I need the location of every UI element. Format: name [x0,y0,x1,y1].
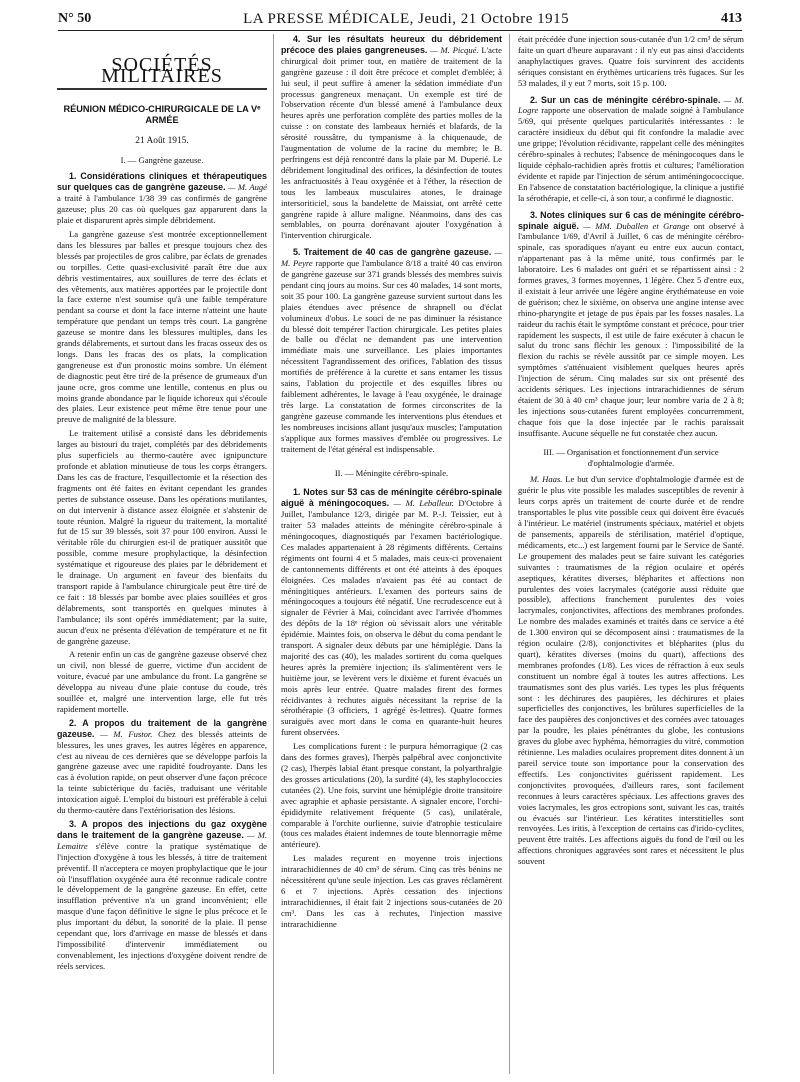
article-author: — MM. Duballen et Grange [583,220,690,231]
article-text: a traité à l'ambulance 1/38 39 cas confirmés de gangrène gazeuse; plus 20 cas où quelques gaz apparurent dans la plaie et disparurent après simple débridement. [57,193,267,226]
page-header [58,8,742,31]
part-heading: III. — Organisation et fonctionnement d'un service d'ophtalmologie d'armée. [543,446,719,468]
article-author: — M. Augé [227,182,267,193]
article-author: M. Haas. [530,474,563,485]
article-paragraph [281,487,502,738]
issue-number: N° 50 [58,11,92,26]
column-3 [518,34,744,1074]
article-text: L'acte chirurgical doit primer tout, en matière de traitement de la gangrène gazeuse : il doit être précoce et complet d'emblée; à lui seul, il peut suffire à amener la sédation immédiate d'un processus gangreneux menaçant. Un exemple est tiré de l'observation récente d'un blessé amené à l'ambulance deux heures après une perforation complète des parties molles de la cuisse : on constate des lambeaux herniés et blafards, de la sérosité roussâtre, du tympanisme à la chiquenaude, de l'augmentation de volume de la racine du membre; le B. perfringens est déjà rencontré dans la plaie par M. Duperié. Le débridement longitudinal des orifices, la désinfection de toutes les anfractuosités à l'eau oxygénée et à l'éther, la résection de tous les lambeaux musculaires atones, le drainage intersoriticiel, sous la bandelette de Maissiat, ont arrêté cette gangrène rapide à allure maligne. Néanmoins, dans des cas semblables, on pourra dorénavant ajouter l'oxygénation à l'intervention chirurgicale. [281,44,502,241]
article-text: rapporte une observation de malade soigné à l'ambulance 5/69, qui présente quelques particularités intéressantes : le caractère insidieux du début qui fit confondre la maladie avec une grippe; l'évolution récidivante, rappelant celle des méningites cérébro-spinales à rechutes; l'absence de méningocoques dans le liquide céphalo-rachidien après frottis et cultures; l'amélioration évidente et rapide par l'injection de sérum antiméningococcique. En l'absence de constatation bactériologique, la clinique a justifié la sérothérapie, et celle-ci, à son tour, a confirmé le diagnostic. [518,105,744,203]
article-author: — M. Picqué. [430,44,479,55]
article-paragraph: Les malades reçurent en moyenne trois injections intrarachidiennes de 40 cm³ de sérum. Cinq cas très bénins ne nécessitèrent qu'une seule injection. Les cas graves réclamèrent 6 et 7 injections. Après cessation des injections intrarachidiennes, il était fait 2 injections sous-cutanées de 20 cm³. Dans les cas à rechutes, l'injection massive intrarachidienne [281,853,502,929]
article-paragraph [57,718,267,816]
journal-title: LA PRESSE MÉDICALE, Jeudi, 21 Octobre 1915 [243,10,570,27]
article-text: rapporte que l'ambulance 8/18 a traité 40 cas environ de gangrène gazeuse sur 371 grands blessés des membres suivis pendant cinq jours au moins. Sur ces 40 malades, 14 sont morts, soit 35 pour 100. La gangrène gazeuse survient surtout dans les plaies étendues avec présence de shrapnell ou d'éclat volumineux d'obus. Le souci de ne pas diminuer la résistance du blessé doit tempérer l'action chirurgicale. Les petites plaies de balle ou d'éclat ne demandent pas une intervention immédiate mais une surveillance. Les plaies importantes nécessitent l'agrandissement des orifices, l'ablation des tissus mortifiés de préférence à la curette et sans entamer les tissus sains, l'ablation du projectile et des esquilles libres ou faiblement adhérentes, le lavage à l'eau oxygénée, le drainage très large. La constatation de formes circonscrites de la gangrène gazeuse commande les interventions plus étendues et les nombreuses incisions allant jusqu'aux muscles; l'amputation s'applique aux formes massives d'emblée ou progressives. Le traitement de l'état général est indispensable. [281,258,502,454]
article-text: ont observé à l'ambulance 1/69, d'Avril à Juillet, 6 cas de méningite cérébro-spinale, cas sporadiques n'ayant eu entre eux aucun contact, n'appartenant pas à la même unité, tous confirmés par le laboratoire. Les 6 malades ont guéri et se répartissent ainsi : 2 formes graves, 3 formes moyennes, 1 légère. Chez 5 d'entre eux, il existait à leur arrivée une légère angine érythémateuse en voie de guérison; chez le sixième, on observa une angine intense avec rhino-pharyngite et jetage de pus épais par les fosses nasales. La raideur du rachis était le symptôme constant et précoce, pour trier rapidement les suspects, il est utile de faire exécuter à chacun le salut du tronc sans fléchir les genoux : l'impossibilité de la flexion du rachis se révèle aussitôt par ce simple moyen. Les symptômes s'atténuaient visiblement quelques heures après l'injection de sérum. Cinq malades sur six ont présenté des accidents sériques. Les injections intrarachidiennes de sérum étaient de 30 à 40 cm³ chaque jour; leur nombre varia de 2 à 8; les injections sous-cutanées furent employées concurremment, chaque fois que la dose injectée par le rachis paraissait insuffisante. Aucune séquelle ne fut constatée chez aucun. [518,220,744,438]
article-paragraph: Le traitement utilisé a consisté dans les débridements larges au bistouri du trajet, complétés par des débridements plus superficiels au thermo-cautère avec ignipuncture profonde et ablation minutieuse de tous les corps étrangers. Dans les cas de fracture, l'esquillectomie et la résection des fragments ont été faites en évitant cependant les grandes pertes de substance osseuse. Dans les opérations mutilantes, on dut intervenir à distance assez éloignée et s'abstenir de toute réunion. Malgré la rigueur du traitement, la mortalité fut de 15 sur 39 blessés, soit 37 pour 100 environ. Aussi le véritable rôle du chirurgien est-il de pratiquer aussitôt que possible, comme mesure prophylactique, la désinfection systématique et rigoureuse des plaies par le débridement et le drainage. Un argument en faveur des bienfaits du transport rapide à l'ambulance chirurgicale peut être tiré de ce fait : 18 blessés par bombe avec plaies souillées et gros délabrements, sont transportés en quelques minutes à l'ambulance; ils sont opérés immédiatement; par la suite, aucun d'eux ne présenta d'élévation de température et ne fit de gangrène gazeuse. [57,428,267,646]
article-paragraph [281,247,502,454]
article-text: s'élève contre la pratique systématique de l'injection d'oxygène à tous les blessés, à titre de traitement préventif. Il n'acceptera ce moyen prophylactique que le jour où l'insufflation oxygénée aura été reconnue radicale contre le développement de la gangrène gazeuse. En effet, cette insufflation préventive n'a un grand inconvénient; elle masque d'une façon définitive le signe le plus précoce et le plus important du début, la sonorité de la plaie. Il pense cependant que, lors d'arrivage en masse de blessés et dans l'impossibilité d'intervenir immédiatement ou convenablement, les injections d'oxygène doivent rendre de réels services. [57,840,267,971]
article-paragraph [57,819,267,972]
column-2 [281,34,502,1074]
article-text: Le but d'un service d'ophtalmologie d'armée est de guérir le plus vite possible les malades susceptibles de revenir à leurs corps après un traitement de courte durée et de rendre transportables le plus vite possible ceux qui doivent être évacués à l'intérieur. Le matériel (instruments spéciaux, matériel et objets de pansements, appareils de stérilisation, matériel d'optique, médicaments, etc...) est largement fourni par le Service de Santé. Le groupement des malades peut se faire suivant les catégories suivantes : traumatismes de la région oculaire et opérés aseptiques, kératites diverses, blépharites et affections non purulentes des voies lacrymales (catégorie aussi réduite que possible), affections franchement purulentes des voies lacrymales, conjonctivites, affections des membranes profondes. Le nombre des malades examinés et traités dans ce service a été de 1.300 environ qui se décomposent ainsi : traumatismes de la région oculaire (2/8), conjonctivites et blépharites (plus du quart), kératites diverses (moins du quart), affections des membranes profondes (1/8). Les vices de réfraction à eux seuls constituent un nombre égal à toutes les autres affections. Les traumatismes sont des plus variés. Les types les plus fréquents sont : les déchirures des paupières, les déchirures et plaies superficielles des conjonctives, les brûlures superficielles de la face des paupières des conjonctives et des cornées avec tatouages par la poudre, les plaies pénétrantes du globe, les contusions graves du globe avec hyphéma, hémorragies du vitré, commotion rétinienne. Les maladies oculaires proprement dites donnent à un pareil service toute son importance pour la conservation des effectifs. Les conjonctivites guérissent rapidement. Les conjonctivites provoquées, d'ailleurs rares, sont facilement reconnues à leurs caractères spéciaux. Les affections graves des voies lacrymales, les gros ectropions sont, suivant les cas, traités ou évacués sur l'intérieur. Les kératites interstitielles sont renvoyées. Les iritis, à l'exception de certains cas d'irido-cyclites, peuvent être traités. Les affections aiguës du fond de l'œil ou les affections chroniques aggravées sont rares et nécessitent le plus souvent [518,474,744,867]
article-paragraph [281,34,502,241]
article-paragraph: Les complications furent : le purpura hémorragique (2 cas dans des formes graves), l'herpès palpébral avec conjonctivite (2 cas), l'herpès labial étant presque constant, la polyarthralgie des grosses articulations (20), la surdité (4), les staphylococcies cutanées (2). Une fois, survint une hémiplégie droite transitoire avec agraphie et aphasie persistante. A signaler encore, l'orchi-épididymite relativement fréquente (5 cas), unilatérale, comparable à l'orchite ourlienne, suivie d'atrophie testiculaire (tous ces malades étaient indemnes de toute blennorragie même antérieure). [281,741,502,850]
part-heading: I. — Gangrène gazeuse. [120,154,204,165]
article-author: — M. Leballeur. [393,498,454,509]
section-title: SOCIÉTÉS MILITAIRES [57,60,267,90]
article-author: — M. Fustor. [100,728,153,739]
article-title: 2. Sur un cas de méningite cérébro-spinale. [530,94,721,105]
meeting-title: RÉUNION MÉDICO-CHIRURGICALE DE LA Vᵉ ARMÉE [63,103,261,125]
page-number: 413 [721,11,742,26]
article-paragraph: La gangrène gazeuse s'est montrée exceptionnellement dans les blessures par balles et presque toujours chez des blessés par projectiles de gros calibre, par éclats de grenades ou torpilles. Cette quasi-exclusivité paraît être due aux débris vestimentaires, aux souillures de terre des éclats et des vêtements, aux matières apportées par le projectile dont la face externe n'est soumise qu'à une faible température pendant sa course et dont la face interne n'atteint une haute température que pendant un temps très court. La gangrène gazeuse se montre dans les blessures multiples, dans les grands délabrements, et surtout dans les fracas osseux des os longs. Dans les fracas des os plats, la complication gangreneuse est d'un pronostic moins sombre. Un élément de diagnostic peut être tiré de la présence de grumeaux d'un jaune ocre, gros comme une lentille, contenus en plus ou moins grande abondance par le liquide ichoreux qui s'écoule des plaies. Leur existence peut même être tenue pour une preuve de malignité de la blessure. [57,228,267,425]
article-text: Chez des blessés atteints de blessures, les unes graves, les autres légères en apparence, c'est au niveau de ces dernières que se développe parfois la gangrène gazeuse avec une rapidité foudroyante. Dans les cas à évolution rapide, on peut observer d'une façon précoce la teinte subictérique du faciès, traduisant une véritable intoxication aiguë. L'emploi du bistouri est préférable à celui du thermo-cautère dans l'extériorisation des lésions. [57,728,267,816]
article-title: 3. Notes cliniques sur 6 cas de méningite cérébro-spinale aiguë. [518,209,744,231]
article-title: 3. A propos des injections du gaz oxygène dans le traitement de la gangrène gazeuse. [57,819,267,840]
article-title: 1. Considérations cliniques et thérapeutiques sur quelques cas de gangrène gazeuse. [57,171,267,193]
column-rule [273,34,274,1074]
article-paragraph [518,210,744,439]
article-title: 1. Notes sur 53 cas de méningite cérébro-spinale aiguë à méningocoques. [281,487,502,509]
article-author: — M. Logre [518,94,744,116]
article-paragraph: A retenir enfin un cas de gangrène gazeuse observé chez un civil, non blessé de guerre, victime d'un accident de voiture, évacué par une ambulance du front. La gangrène se développa au niveau d'une plaie contuse du coude, très souillée et, malgré une intervention large, elle fut très rapidement mortelle. [57,649,267,714]
article-paragraph: était précédée d'une injection sous-cutanée d'un 1/2 cm³ de sérum faite un quart d'heure auparavant : il n'y eut pas ainsi d'accidents anaphylactiques graves. Quatre fois survinrent des accidents sériques consistant en érythèmes urticariens très fugaces. Sur les 53 malades, il y eut 7 morts, soit 15 p. 100. [518,34,744,88]
article-text: D'Octobre à Juillet, l'ambulance 12/3, dirigée par M. P.-J. Teissier, eut à traiter 53 malades atteints de méningite cérébro-spinale à méningocoques, diagnostiqués par l'examen bactériologique. Ces malades appartenaient à 28 régiments différents. Certains régiments ont fourni 4 et 5 malades, mais ceux-ci provenaient de cantonnements différents et ont été atteints à des époques éloignées. Ces malades n'avaient pas été au contact de méningitiques antérieurs. L'examen des porteurs sains de méningocoques a toujours été négatif. Une recrudescence eut à signaler de Février à Mai, coïncidant avec l'arrivée d'hommes des dépôts de la 18ᵉ région où sévissait alors une véritable épidémie. Maintes fois, on observa le début du coma pendant le transport. A signaler deux débuts par une hémiplégie. Dans la majorité des cas (40), les malades sortirent du coma quelques heures après la première injection; ils s'alimentèrent vers le huitième jour, se levèrent vers le dixième et furent évacués un mois après leur entrée. Quatre malades firent des formes récidivantes à rechutes aiguës nécessitant la reprise de la sérothérapie (3 officiers, 1 agrégé ès-lettres). Quatre formes suraiguës avec mort dans le coma en quarante-huit heures furent observées. [281,498,502,738]
article-title: 5. Traitement de 40 cas de gangrène gazeuse. [293,247,492,258]
article-paragraph [57,171,267,226]
column-1 [57,34,267,1074]
part-heading: II. — Méningite cérébro-spinale. [334,468,449,479]
article-author: — M. Peyre [281,247,502,269]
article-paragraph [518,95,744,204]
article-paragraph [518,474,744,867]
meeting-date: 21 Août 1915. [135,135,189,146]
article-title: 4. Sur les résultats heureux du débridement précoce des plaies gangreneuses. [281,34,502,55]
article-author: — M. Lemaitre [57,829,267,851]
article-title: 2. A propos du traitement de la gangrène gazeuse. [57,717,267,739]
column-rule [509,34,510,1074]
